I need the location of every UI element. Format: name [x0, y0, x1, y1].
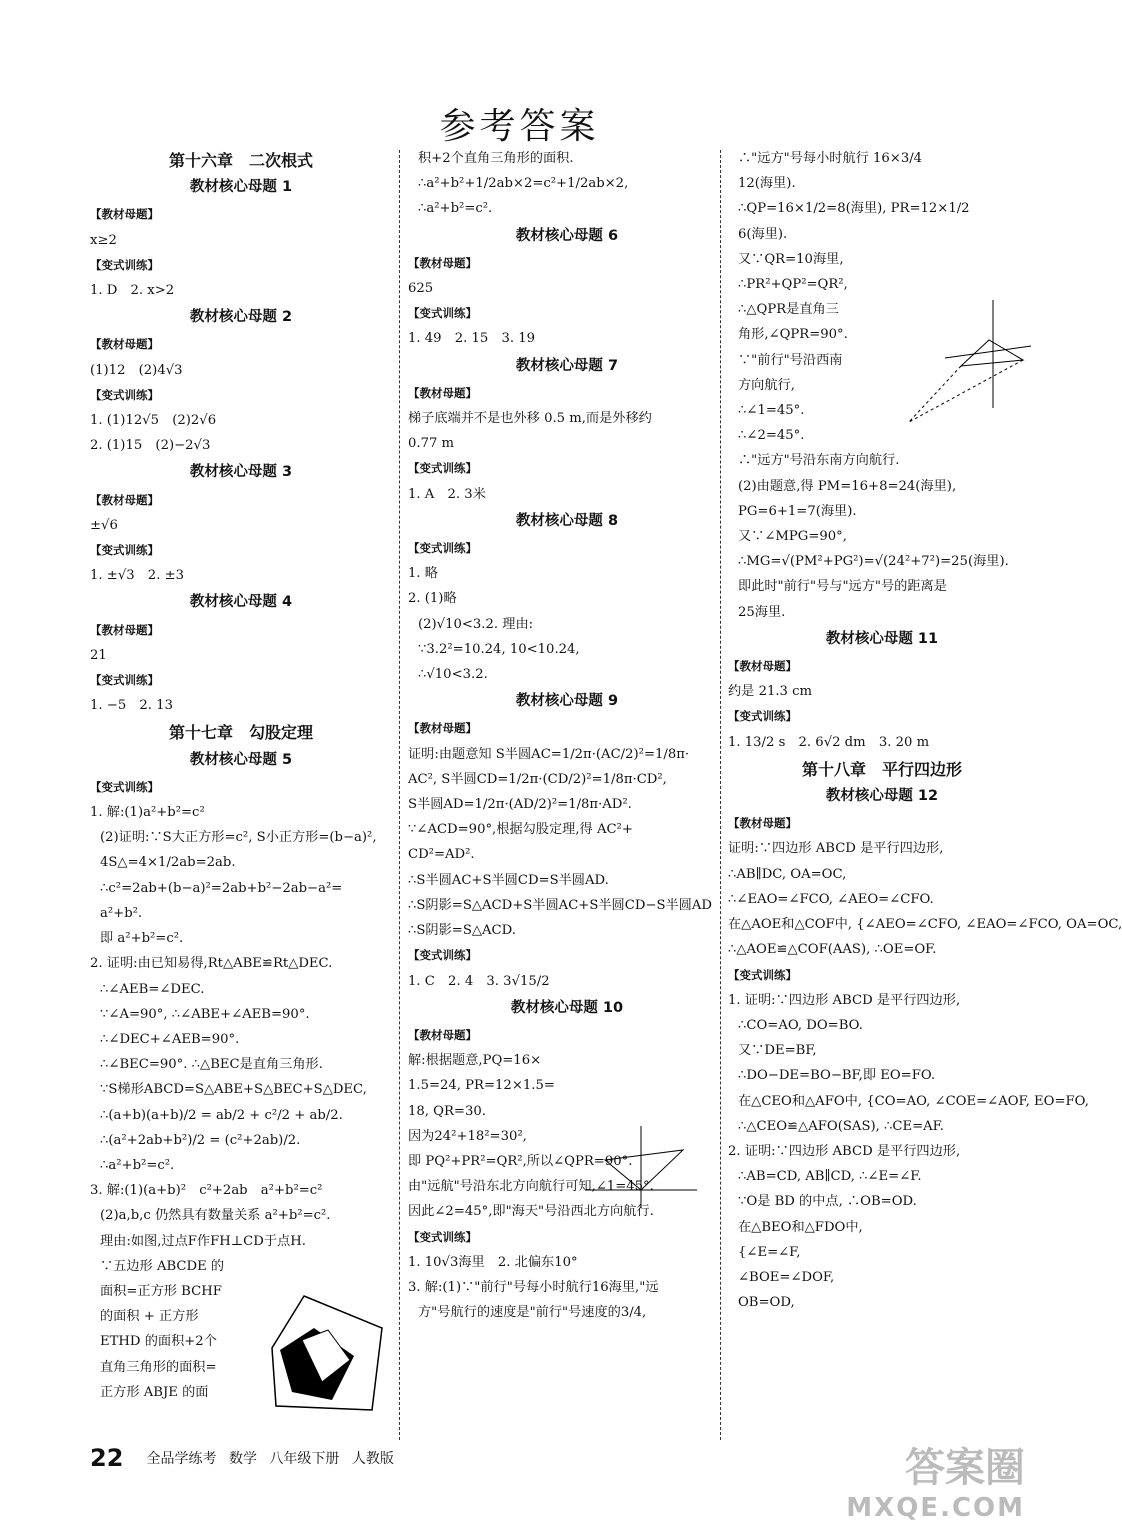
answer-line: 12(海里). [738, 176, 796, 192]
answer-line: CD²=AD². [408, 847, 475, 863]
section-label: 【教材母题】 [728, 659, 797, 674]
section-label: 【教材母题】 [728, 816, 797, 831]
section-title: 教材核心母题 12 [825, 788, 939, 805]
answer-line: ∴MG=√(PM²+PG²)=√(24²+7²)=25(海里). [738, 554, 1009, 570]
answer-line: 2. (1)略 [408, 591, 457, 607]
answer-line: 方向航行, [738, 377, 795, 393]
answer-line: 1. C 2. 4 3. 3√15/2 [408, 973, 550, 989]
answer-line: ∴√10<3.2. [418, 667, 488, 683]
answer-line: ∴S阴影=S△ACD+S半圆AC+S半圆CD−S半圆AD [408, 897, 712, 913]
section-label: 【教材母题】 [90, 207, 159, 222]
answer-line: 1. D 2. x>2 [90, 283, 175, 299]
page-title: 参考答案 [439, 106, 600, 147]
watermark [846, 1445, 1025, 1528]
answer-line: ∴S阴影=S△ACD. [408, 923, 516, 939]
section-label: 【变式训练】 [408, 1229, 477, 1244]
answer-line: ∵"前行"号沿西南 [738, 352, 843, 368]
answer-line: AC², S半圆CD=1/2π·(CD/2)²=1/8π·CD², [408, 771, 667, 787]
section-label: 【教材母题】 [90, 492, 159, 507]
navigation-figure-3 [905, 296, 1035, 436]
answer-line: 又∵∠MPG=90°, [738, 529, 847, 545]
answer-line: 证明:由题意知 S半圆AC=1/2π·(AC/2)²=1/8π· [408, 746, 690, 762]
answer-line: (2)a,b,c 仍然具有数量关系 a²+b²=c². [100, 1208, 331, 1224]
answer-line: 21 [90, 647, 107, 663]
answer-line: 3. 解:(1)(a+b)² c²+2ab a²+b²=c² [90, 1183, 323, 1199]
answer-line: 在△CEO和△AFO中, {CO=AO, ∠COE=∠AOF, EO=FO, [738, 1093, 1089, 1109]
watermark-logo: 答案圈 [905, 1445, 1025, 1491]
answer-line: 1. (1)12√5 (2)2√6 [90, 413, 217, 429]
answer-line: ∴∠DEC+∠AEB=90°. [100, 1031, 240, 1047]
answer-line: ∴∠2=45°. [738, 428, 805, 444]
answer-line: 1. 证明:∵四边形 ABCD 是平行四边形, [728, 992, 961, 1008]
section-label: 【变式训练】 [728, 709, 797, 724]
section-label: 【变式训练】 [408, 541, 477, 556]
answer-line: ∵3.2²=10.24, 10<10.24, [418, 641, 580, 657]
section-label: 【教材母题】 [408, 385, 477, 400]
answer-line: (2)√10<3.2. 理由: [418, 616, 534, 632]
answer-line: 在△AOE和△COF中, {∠AEO=∠CFO, ∠EAO=∠FCO, OA=OC, [728, 917, 1122, 933]
answer-line: 25海里. [738, 604, 786, 620]
watermark-url: MXQE.COM [846, 1493, 1025, 1523]
chapter-title: 第十八章 平行四边形 [801, 759, 962, 779]
answer-line: (2)由题意,得 PM=16+8=24(海里), [738, 478, 957, 494]
answer-line: ∵五边形 ABCDE 的 [100, 1258, 225, 1274]
answer-line: x≥2 [90, 232, 117, 248]
answer-line: 约是 21.3 cm [728, 684, 813, 700]
answer-line: 即 a²+b²=c². [100, 931, 184, 947]
answer-line: ∴CO=AO, DO=BO. [738, 1017, 863, 1033]
answer-line: 625 [408, 281, 434, 297]
answer-line: (2)证明:∵S大正方形=c², S小正方形=(b−a)², [100, 830, 377, 846]
answer-line: ETHD 的面积+2个 [100, 1334, 217, 1350]
answer-line: 1. ±√3 2. ±3 [90, 568, 185, 584]
section-title: 教材核心母题 11 [825, 630, 939, 647]
answer-line: ∴AB∥DC, OA=OC, [728, 866, 847, 882]
section-label: 【变式训练】 [90, 257, 159, 272]
answer-line: 1. 略 [408, 566, 438, 582]
answer-line: ∴(a²+2ab+b²)/2 = (c²+2ab)/2. [100, 1132, 301, 1148]
section-title: 教材核心母题 2 [189, 309, 293, 326]
page-number: 22 [90, 1444, 124, 1472]
section-label: 【变式训练】 [728, 967, 797, 982]
answer-line: ∴△QPR是直角三 [738, 302, 839, 318]
answer-line: 又∵DE=BF, [738, 1043, 817, 1059]
section-label: 【教材母题】 [408, 1027, 477, 1042]
answer-line: ∵S梯形ABCD=S△ABE+S△BEC+S△DEC, [100, 1082, 367, 1098]
answer-line: ∵O是 BD 的中点, ∴OB=OD. [738, 1194, 917, 1210]
section-label: 【变式训练】 [90, 779, 159, 794]
chapter-title: 第十七章 勾股定理 [168, 723, 313, 743]
answer-line: 因此∠2=45°,即"海天"号沿西北方向航行. [408, 1204, 654, 1220]
chapter-title: 第十六章 二次根式 [168, 151, 313, 170]
answer-line: ∵∠A=90°, ∴∠ABE+∠AEB=90°. [100, 1006, 310, 1022]
answer-line: 即 PQ²+PR²=QR²,所以∠QPR=90°. [408, 1153, 633, 1169]
answer-line: ∴AB=CD, AB∥CD, ∴∠E=∠F. [738, 1169, 922, 1185]
pentagon-figure [262, 1288, 390, 1416]
answer-line: 1.5=24, PR=12×1.5= [408, 1078, 555, 1094]
answer-line: ∴a²+b²=c². [418, 201, 493, 217]
answer-line: 1. A 2. 3米 [408, 486, 486, 502]
answer-line: ∴a²+b²+1/2ab×2=c²+1/2ab×2, [418, 176, 629, 192]
answer-line: 因为24²+18²=30², [408, 1128, 527, 1144]
answer-line: 1. −5 2. 13 [90, 698, 173, 714]
section-title: 教材核心母题 10 [510, 999, 624, 1016]
section-label: 【变式训练】 [90, 673, 159, 688]
section-label: 【变式训练】 [408, 306, 477, 321]
answer-line: 2. 证明:∵四边形 ABCD 是平行四边形, [728, 1143, 961, 1159]
answer-line: ∴DO−DE=BO−BF,即 EO=FO. [738, 1068, 936, 1084]
answer-line: 2. (1)15 (2)−2√3 [90, 438, 211, 454]
answer-line: S半圆AD=1/2π·(AD/2)²=1/8π·AD². [408, 797, 632, 813]
answer-line: 即此时"前行"号与"远方"号的距离是 [738, 579, 947, 595]
section-title: 教材核心母题 1 [189, 179, 293, 196]
answer-line: ∴∠EAO=∠FCO, ∠AEO=∠CFO. [728, 891, 934, 907]
answer-line: 梯子底端并不是也外移 0.5 m,而是外移约 [408, 411, 652, 427]
answer-line: 直角三角形的面积= [100, 1359, 217, 1375]
footer-text: 全品学练考 数学 八年级下册 人教版 [146, 1451, 394, 1467]
answer-line: 理由:如图,过点F作FH⊥CD于点H. [100, 1233, 306, 1249]
column-1 [90, 146, 392, 1405]
answer-line: ∴QP=16×1/2=8(海里), PR=12×1/2 [738, 201, 970, 217]
answer-line: PG=6+1=7(海里). [738, 503, 857, 519]
section-title: 教材核心母题 9 [515, 693, 619, 710]
navigation-figure-10 [585, 1120, 715, 1210]
answer-line: 1. 解:(1)a²+b²=c² [90, 805, 205, 821]
answer-line: 由"远航"号沿东北方向航行可知,∠1=45°. [408, 1179, 654, 1195]
section-label: 【教材母题】 [90, 622, 159, 637]
answer-line: ∵∠ACD=90°,根据勾股定理,得 AC²+ [408, 822, 633, 838]
answer-line: 6(海里). [738, 226, 788, 242]
answer-line: ∴a²+b²=c². [100, 1157, 175, 1173]
answer-line: (1)12 (2)4√3 [90, 362, 183, 378]
section-title: 教材核心母题 8 [515, 512, 619, 529]
answer-line: ∴PR²+QP²=QR², [738, 277, 848, 293]
section-title: 教材核心母题 4 [189, 594, 293, 611]
answer-line: ∴(a+b)(a+b)/2 = ab/2 + c²/2 + ab/2. [100, 1107, 343, 1123]
answer-line: 正方形 ABJE 的面 [100, 1384, 209, 1400]
answer-line: 在△BEO和△FDO中, [738, 1219, 863, 1235]
answer-line: ∴"远方"号每小时航行 16×3/4 [738, 151, 923, 166]
answer-line: 2. 证明:由已知易得,Rt△ABE≌Rt△DEC. [90, 956, 333, 972]
section-title: 教材核心母题 7 [515, 357, 619, 374]
answer-line: ∴c²=2ab+(b−a)²=2ab+b²−2ab−a²= [100, 880, 343, 896]
answer-line: 1. 13/2 s 2. 6√2 dm 3. 20 m [728, 734, 930, 750]
answer-line: 的面积 + 正方形 [100, 1309, 199, 1325]
answer-line: ∴"远方"号沿东南方向航行. [738, 453, 900, 469]
answer-line: ∴S半圆AC+S半圆CD=S半圆AD. [408, 872, 609, 888]
answer-line: 0.77 m [408, 436, 455, 452]
answer-line: 角形,∠QPR=90°. [738, 327, 848, 343]
answer-line: 积+2个直角三角形的面积. [418, 151, 574, 166]
answer-line: ∴△CEO≌△AFO(SAS), ∴CE=AF. [738, 1118, 944, 1134]
column-divider [399, 150, 400, 1440]
section-title: 教材核心母题 3 [189, 464, 293, 481]
section-label: 【变式训练】 [90, 543, 159, 558]
answer-line: 18, QR=30. [408, 1103, 486, 1119]
answer-line: OB=OD, [738, 1295, 795, 1311]
answer-line: ∠BOE=∠DOF, [738, 1269, 835, 1285]
answer-line: ±√6 [90, 517, 118, 533]
answer-line: ∴∠1=45°. [738, 403, 805, 419]
answer-line: {∠E=∠F, [738, 1244, 801, 1260]
answer-line: 证明:∵四边形 ABCD 是平行四边形, [728, 841, 944, 857]
section-label: 【变式训练】 [90, 387, 159, 402]
answer-line: ∴∠BEC=90°. ∴△BEC是直角三角形. [100, 1057, 323, 1073]
section-label: 【教材母题】 [408, 721, 477, 736]
section-title: 教材核心母题 5 [189, 751, 293, 768]
answer-line: a²+b². [100, 905, 143, 921]
answer-line: 又∵QR=10海里, [738, 251, 844, 267]
section-label: 【教材母题】 [408, 255, 477, 270]
answer-line: 4S△=4×1/2ab=2ab. [100, 855, 236, 871]
answer-line: 面积=正方形 BCHF [100, 1283, 222, 1299]
answer-line: 方"号航行的速度是"前行"号速度的3/4, [418, 1305, 647, 1321]
answer-line: ∴△AOE≌△COF(AAS), ∴OE=OF. [728, 942, 937, 958]
footer [90, 1444, 394, 1472]
answer-line: 1. 49 2. 15 3. 19 [408, 331, 536, 347]
answer-line: 3. 解:(1)∵"前行"号每小时航行16海里,"远 [408, 1279, 659, 1295]
section-label: 【教材母题】 [90, 337, 159, 352]
section-title: 教材核心母题 6 [515, 227, 619, 244]
answer-line: 1. 10√3海里 2. 北偏东10° [408, 1254, 578, 1270]
section-label: 【变式训练】 [408, 461, 477, 476]
answer-line: 解:根据题意,PQ=16× [408, 1053, 542, 1069]
answer-line: ∴∠AEB=∠DEC. [100, 981, 205, 997]
section-label: 【变式训练】 [408, 948, 477, 963]
